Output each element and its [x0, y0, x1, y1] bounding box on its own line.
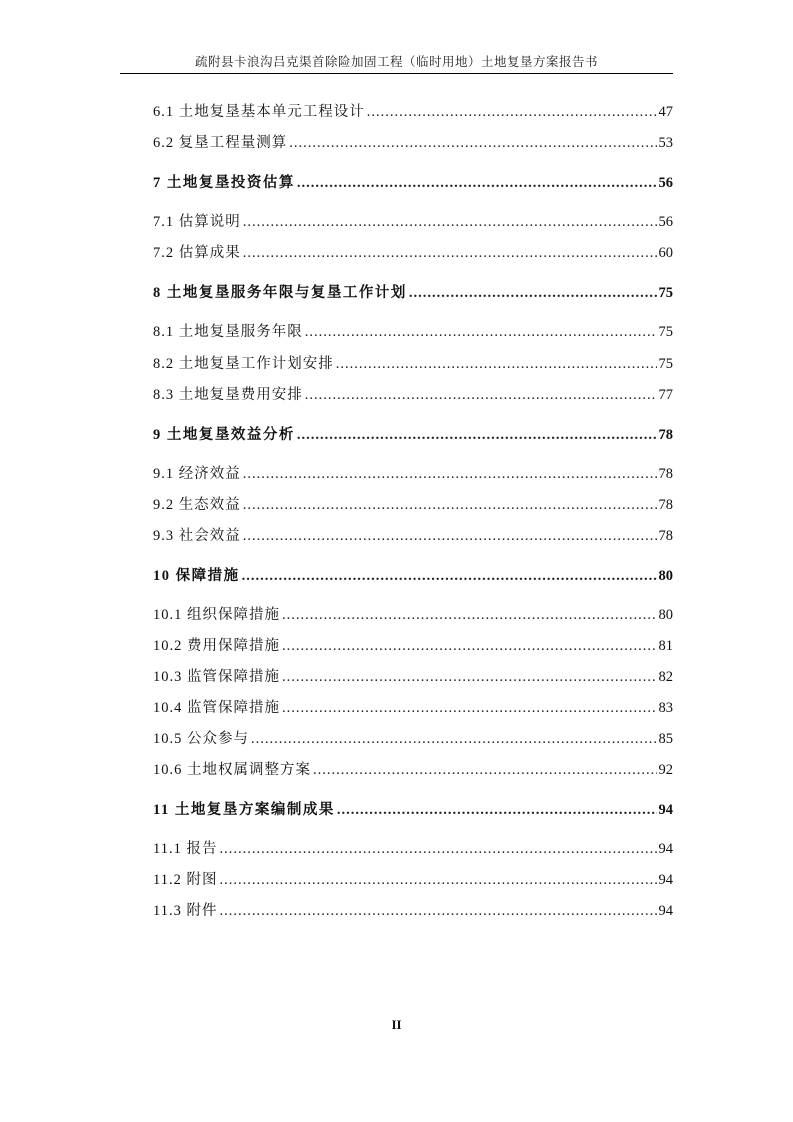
toc-entry-page: 56: [658, 175, 673, 191]
toc-entry-page: 75: [658, 324, 673, 340]
toc-dot-leader: [297, 173, 657, 193]
toc-dot-leader: [242, 566, 657, 586]
toc-section-entry[interactable]: [153, 102, 673, 122]
toc-dot-leader: [336, 354, 657, 374]
toc-entry-label: 8.2 土地复垦工作计划安排: [153, 356, 334, 372]
toc-entry-label: 9.1 经济效益: [153, 466, 241, 482]
toc-entry-page: 56: [658, 214, 673, 230]
page-number: II: [391, 1017, 402, 1032]
toc-entry-page: 85: [658, 731, 673, 747]
toc-section-entry[interactable]: [153, 464, 673, 484]
toc-chapter-entry[interactable]: [153, 800, 673, 820]
toc-entry-label: 9.3 社会效益: [153, 528, 241, 544]
toc-entry-label: 9.2 生态效益: [153, 497, 241, 513]
toc-dot-leader: [243, 495, 657, 515]
toc-dot-leader: [337, 800, 657, 820]
toc-dot-leader: [313, 760, 657, 780]
toc-section-entry[interactable]: [153, 839, 673, 859]
toc-chapter-entry[interactable]: [153, 566, 673, 586]
toc-section-entry[interactable]: [153, 667, 673, 687]
toc-entry-label: 11 土地复垦方案编制成果: [153, 802, 335, 818]
toc-entry-label: 11.2 附图: [153, 872, 218, 888]
toc-entry-page: 94: [658, 903, 673, 919]
toc-entry-label: 10.6 土地权属调整方案: [153, 762, 311, 778]
toc-section-entry[interactable]: [153, 243, 673, 263]
toc-section-entry[interactable]: [153, 385, 673, 405]
running-header: 疏附县卡浪沟吕克渠首除险加固工程（临时用地）土地复垦方案报告书: [194, 55, 598, 69]
toc-entry-page: 94: [658, 802, 673, 818]
toc-dot-leader: [243, 526, 657, 546]
toc-section-entry[interactable]: [153, 495, 673, 515]
toc-entry-label: 8.3 土地复垦费用安排: [153, 387, 303, 403]
toc-entry-page: 94: [658, 872, 673, 888]
toc-entry-label: 7 土地复垦投资估算: [153, 175, 295, 191]
toc-entry-label: 11.3 附件: [153, 903, 218, 919]
toc-entry-label: 8.1 土地复垦服务年限: [153, 324, 303, 340]
toc-chapter-entry[interactable]: [153, 173, 673, 193]
toc-entry-label: 10.5 公众参与: [153, 731, 249, 747]
toc-section-entry[interactable]: [153, 133, 673, 153]
toc-entry-page: 47: [658, 104, 673, 120]
toc-dot-leader: [219, 901, 656, 921]
toc-chapter-entry[interactable]: [153, 425, 673, 445]
toc-dot-leader: [219, 839, 656, 859]
toc-entry-page: 82: [658, 669, 673, 685]
toc-entry-page: 83: [658, 700, 673, 716]
toc-dot-leader: [409, 283, 657, 303]
toc-dot-leader: [297, 425, 657, 445]
toc-section-entry[interactable]: [153, 698, 673, 718]
toc-dot-leader: [243, 464, 657, 484]
toc-entry-label: 10.4 监管保障措施: [153, 700, 280, 716]
toc-dot-leader: [219, 870, 656, 890]
toc-entry-label: 11.1 报告: [153, 841, 218, 857]
toc-entry-label: 7.1 估算说明: [153, 214, 241, 230]
toc-section-entry[interactable]: [153, 636, 673, 656]
toc-entry-page: 81: [658, 638, 673, 654]
toc-dot-leader: [282, 667, 657, 687]
toc-section-entry[interactable]: [153, 760, 673, 780]
toc-entry-page: 80: [658, 568, 673, 584]
toc-entry-label: 10.2 费用保障措施: [153, 638, 280, 654]
toc-entry-label: 7.2 估算成果: [153, 245, 241, 261]
toc-entry-page: 92: [658, 762, 673, 778]
toc-dot-leader: [282, 605, 657, 625]
toc-entry-page: 78: [658, 497, 673, 513]
toc-entry-page: 78: [658, 466, 673, 482]
toc-entry-page: 94: [658, 841, 673, 857]
toc-section-entry[interactable]: [153, 605, 673, 625]
toc-dot-leader: [289, 133, 656, 153]
toc-dot-leader: [251, 729, 657, 749]
toc-entry-page: 53: [658, 135, 673, 151]
toc-entry-page: 77: [658, 387, 673, 403]
toc-entry-page: 75: [658, 356, 673, 372]
toc-entry-label: 8 土地复垦服务年限与复垦工作计划: [153, 285, 407, 301]
toc-dot-leader: [282, 636, 657, 656]
toc-section-entry[interactable]: [153, 870, 673, 890]
toc-entry-page: 60: [658, 245, 673, 261]
toc-dot-leader: [243, 212, 657, 232]
toc-entry-page: 78: [658, 427, 673, 443]
toc-section-entry[interactable]: [153, 322, 673, 342]
toc-section-entry[interactable]: [153, 526, 673, 546]
toc-dot-leader: [282, 698, 657, 718]
toc-section-entry[interactable]: [153, 354, 673, 374]
toc-entry-label: 10.3 监管保障措施: [153, 669, 280, 685]
header-rule: [120, 73, 673, 74]
toc-entry-label: 10.1 组织保障措施: [153, 607, 280, 623]
toc-entry-label: 9 土地复垦效益分析: [153, 427, 295, 443]
toc-entry-page: 75: [658, 285, 673, 301]
toc-section-entry[interactable]: [153, 729, 673, 749]
toc-entry-label: 6.1 土地复垦基本单元工程设计: [153, 104, 365, 120]
toc-section-entry[interactable]: [153, 212, 673, 232]
toc-entry-page: 80: [658, 607, 673, 623]
toc-dot-leader: [305, 385, 657, 405]
toc-dot-leader: [243, 243, 657, 263]
toc-entry-page: 78: [658, 528, 673, 544]
toc-chapter-entry[interactable]: [153, 283, 673, 303]
toc-entry-label: 10 保障措施: [153, 568, 240, 584]
toc-section-entry[interactable]: [153, 901, 673, 921]
toc-dot-leader: [305, 322, 657, 342]
toc-dot-leader: [367, 102, 657, 122]
toc-entry-label: 6.2 复垦工程量测算: [153, 135, 288, 151]
